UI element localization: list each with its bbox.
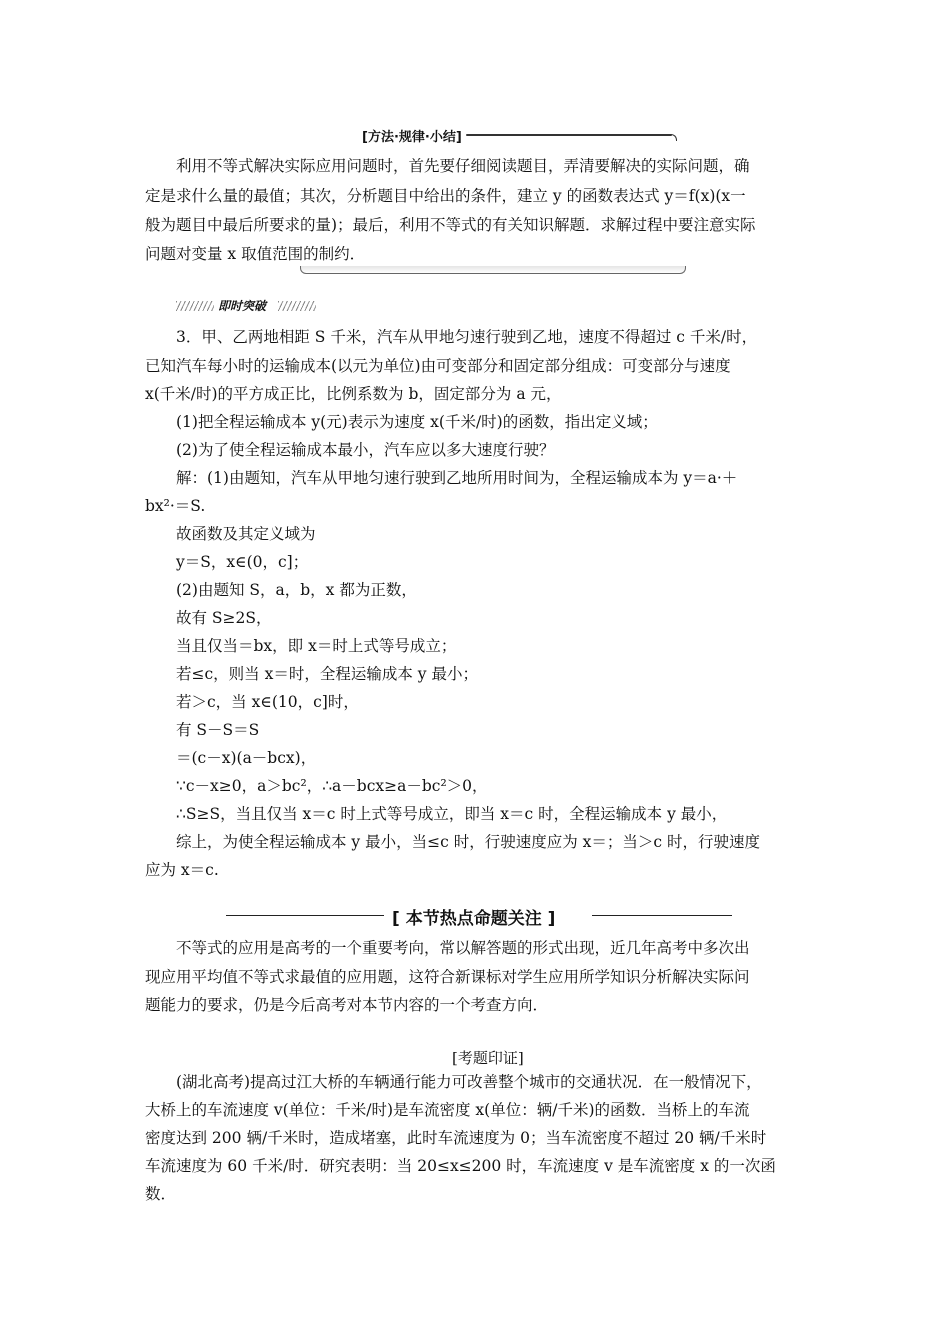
hot-topic-line: 现应用平均值不等式求最值的应用题，这符合新课标对学生应用所学知识分析解决实际问 [145, 968, 750, 986]
solution-line: ＝(c－x)(a－bcx)， [176, 749, 317, 767]
solution-line: 若≤c，则当 x＝时，全程运输成本 y 最小； [176, 665, 478, 683]
method-line: 般为题目中最后所要求的量)；最后，利用不等式的有关知识解题．求解过程中要注意实际 [145, 216, 756, 234]
solution-line: 综上，为使全程运输成本 y 最小，当≤c 时，行驶速度应为 x＝；当＞c 时，行驶速度 [176, 833, 760, 851]
exam-title: [考题印证] [452, 1049, 524, 1067]
hot-topic-title: [ 本节热点命题关注 ] [392, 909, 556, 929]
method-line: 问题对变量 x 取值范围的制约． [145, 245, 366, 263]
problem-line: (1)把全程运输成本 y(元)表示为速度 x(千米/时)的函数，指出定义域； [176, 413, 658, 431]
method-section-title: [方法·规律·小结] [362, 130, 462, 145]
problem-line: 3．甲、乙两地相距 S 千米，汽车从甲地匀速行驶到乙地，速度不得超过 c 千米/时， [176, 328, 758, 346]
solution-line: (2)由题知 S，a，b，x 都为正数， [176, 581, 417, 599]
header-rule-cap [668, 134, 677, 141]
problem-line: 已知汽车每小时的运输成本(以元为单位)由可变部分和固定部分组成：可变部分与速度 [145, 357, 731, 375]
hot-topic-rule-right [592, 915, 732, 916]
exam-line: 密度达到 200 辆/千米时，造成堵塞，此时车流速度为 0；当车流密度不超过 20 辆/千米时 [145, 1129, 767, 1147]
hatch-decoration [278, 301, 316, 311]
solution-line: 若＞c，当 x∈(10，c]时， [176, 693, 359, 711]
problem-line: (2)为了使全程运输成本最小，汽车应以多大速度行驶？ [176, 441, 555, 459]
solution-line: y＝S，x∈(0，c]； [176, 553, 309, 571]
solution-line: bx²·＝S. [145, 497, 206, 515]
practice-label [176, 299, 316, 313]
solution-line: 当且仅当＝bx，即 x＝时上式等号成立； [176, 637, 457, 655]
solution-line: ∴S≥S，当且仅当 x＝c 时上式等号成立，即当 x＝c 时，全程运输成本 y 最小， [176, 805, 728, 823]
hot-topic-line: 题能力的要求，仍是今后高考对本节内容的一个考查方向． [145, 996, 549, 1014]
solution-line: 故有 S≥2S， [176, 609, 272, 627]
practice-label-text: 即时突破 [218, 299, 267, 313]
exam-line: (湖北高考)提高过江大桥的车辆通行能力可改善整个城市的交通状况．在一般情况下， [176, 1073, 762, 1091]
exam-line: 大桥上的车流速度 v(单位：千米/时)是车流密度 x(单位：辆/千米)的函数．当桥上的车流 [145, 1101, 750, 1119]
hot-topic-rule-left [226, 915, 384, 916]
solution-line: 解：(1)由题知，汽车从甲地匀速行驶到乙地所用时间为，全程运输成本为 y＝a·＋ [176, 469, 738, 487]
exam-line: 车流速度为 60 千米/时．研究表明：当 20≤x≤200 时，车流速度 v 是车流密度 x 的一次函 [145, 1157, 776, 1175]
hot-topic-line: 不等式的应用是高考的一个重要考向，常以解答题的形式出现，近几年高考中多次出 [176, 939, 750, 957]
problem-line: x(千米/时)的平方成正比，比例系数为 b，固定部分为 a 元， [145, 385, 562, 403]
solution-line: ∵c－x≥0，a＞bc²，∴a－bcx≥a－bc²＞0， [176, 777, 488, 795]
section-bottom-bar [300, 266, 686, 274]
method-line: 定是求什么量的最值；其次，分析题目中给出的条件，建立 y 的函数表达式 y＝f(x)(x一 [145, 187, 746, 205]
solution-line: 有 S－S＝S [176, 721, 260, 739]
exam-line: 数． [145, 1185, 177, 1203]
hatch-decoration [176, 301, 214, 311]
method-line: 利用不等式解决实际应用问题时，首先要仔细阅读题目，弄清要解决的实际问题，确 [176, 157, 750, 175]
solution-line: 故函数及其定义域为 [176, 525, 316, 543]
solution-line: 应为 x＝c. [145, 861, 219, 879]
header-rule [466, 134, 672, 136]
